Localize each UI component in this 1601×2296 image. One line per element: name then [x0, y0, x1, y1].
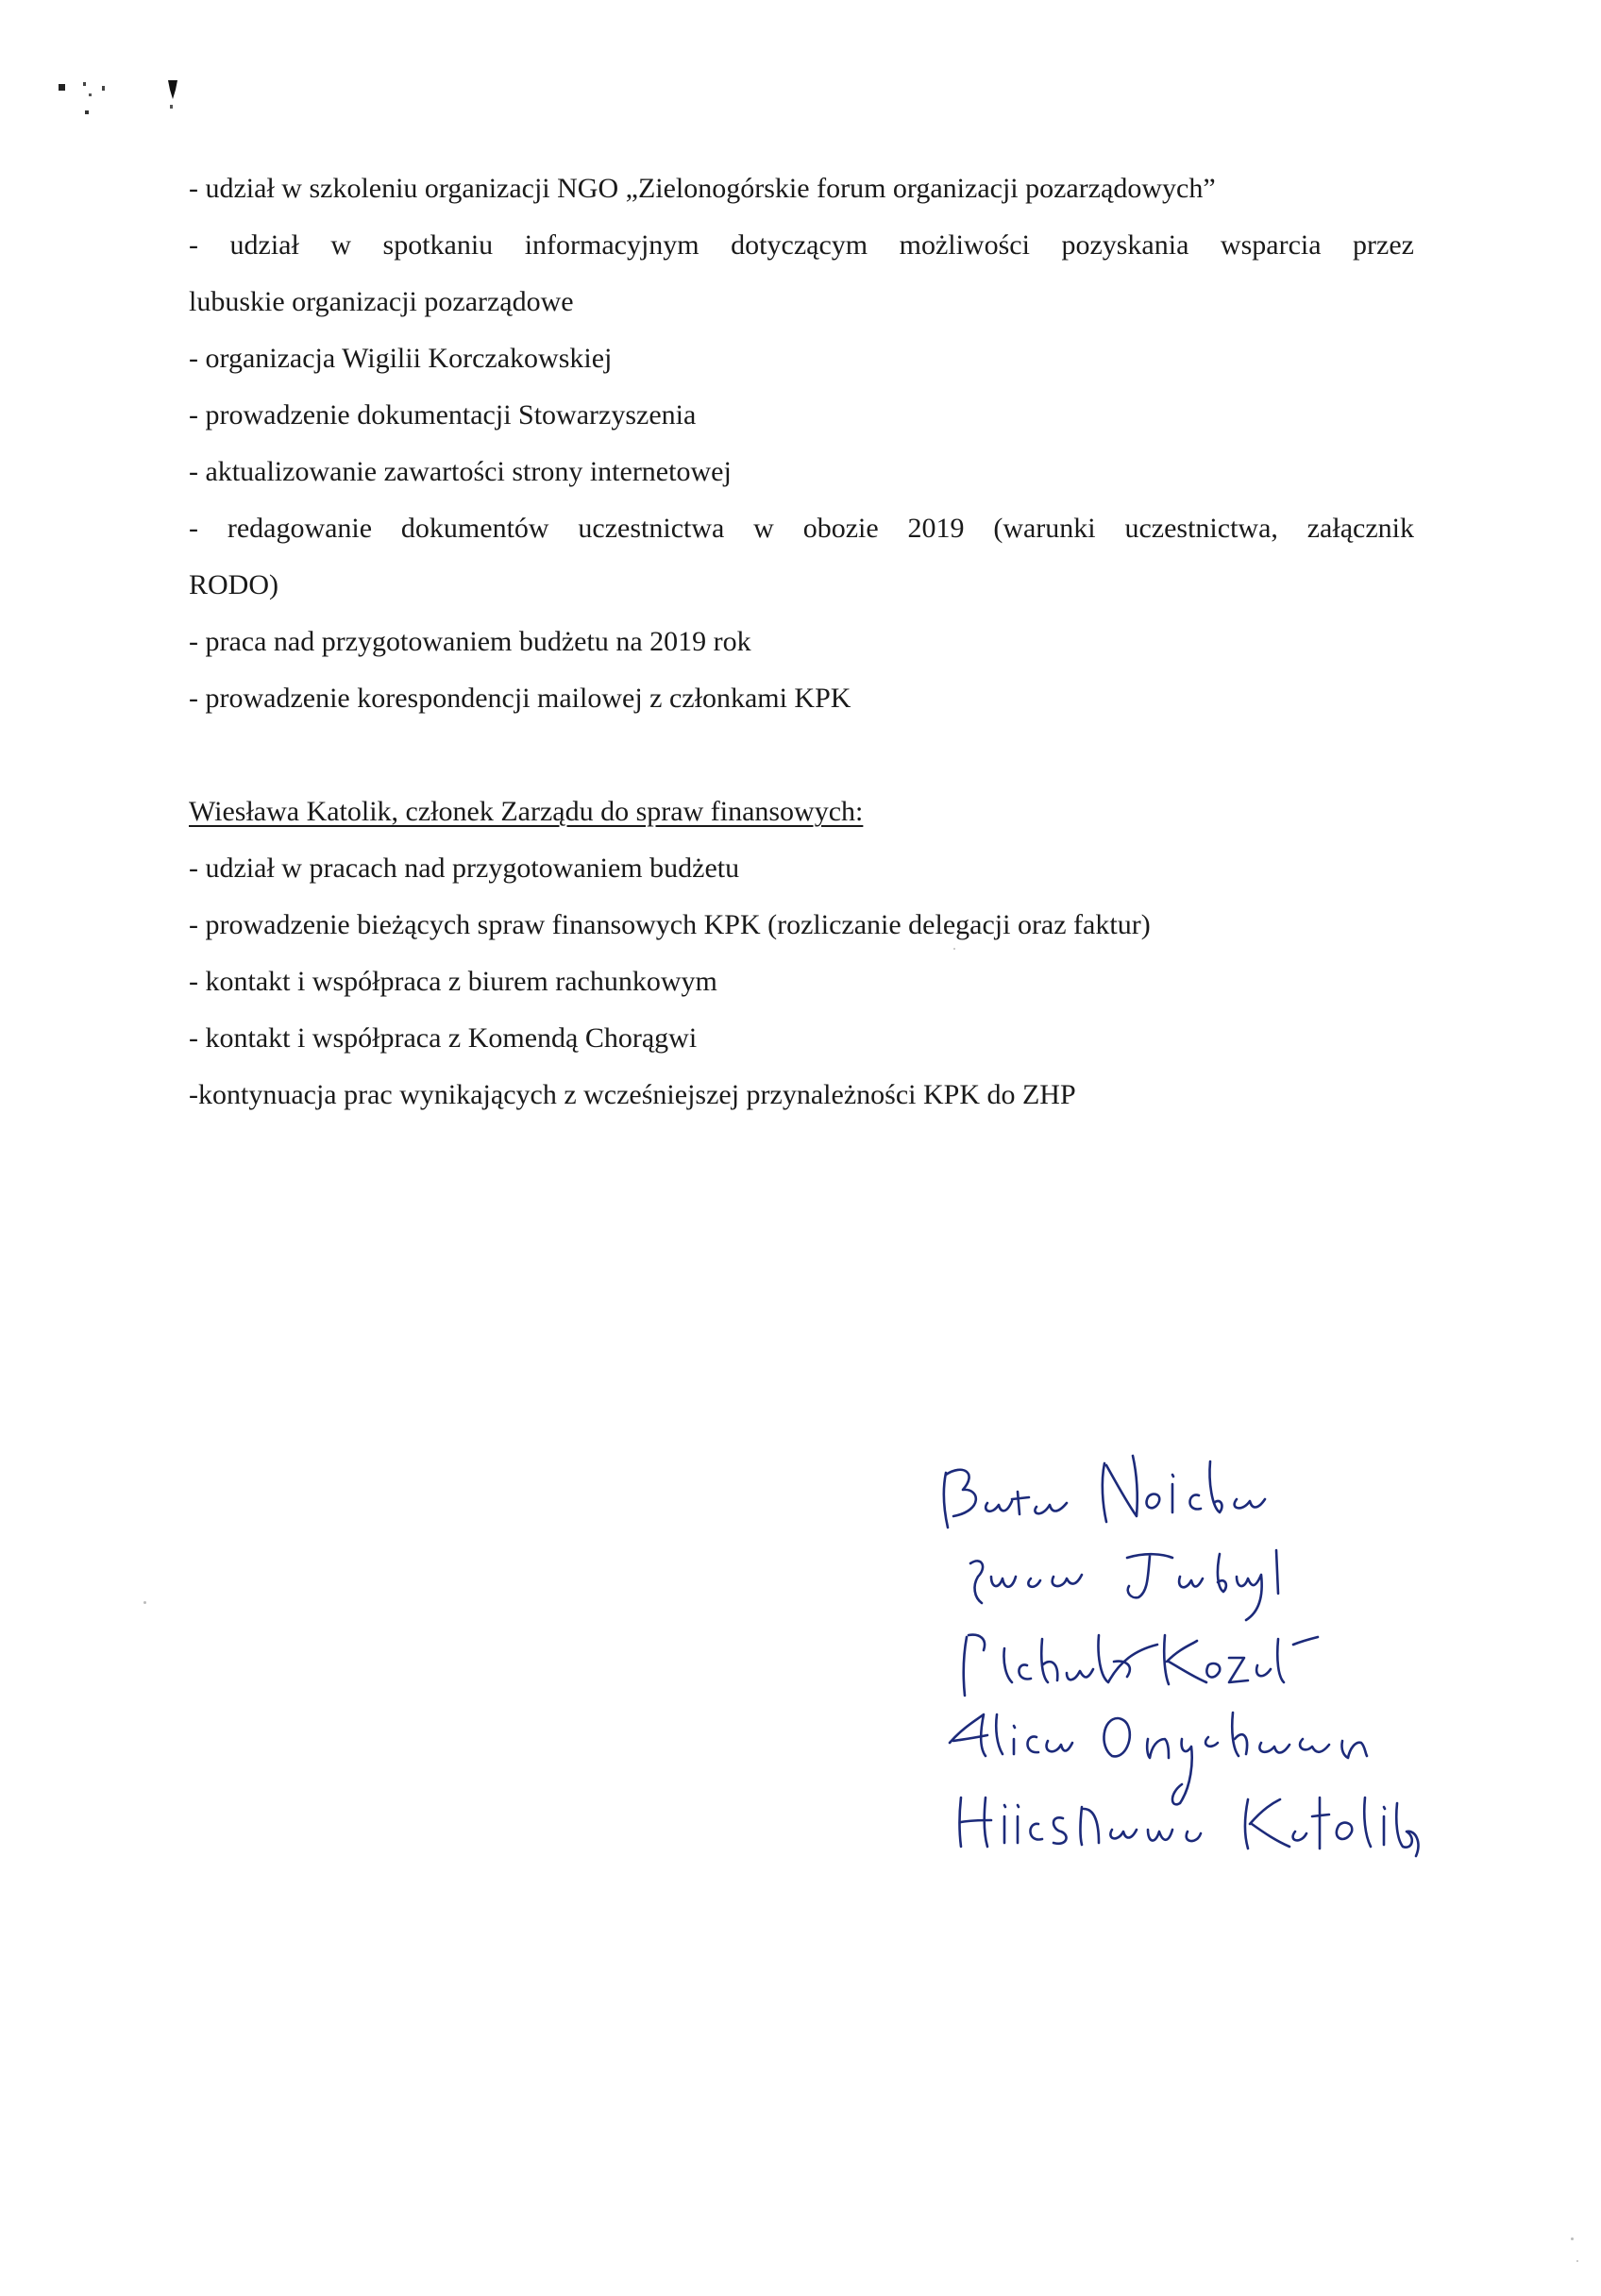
list-item: - prowadzenie korespondencji mailowej z członkami KPK: [189, 683, 851, 714]
list-item: - redagowanie dokumentów uczestnictwa w obozie 2019 (warunki uczestnictwa, załącznik: [189, 513, 1414, 544]
scan-specks: [47, 71, 198, 127]
list-item: - praca nad przygotowaniem budżetu na 2019 rok: [189, 626, 751, 657]
list-item-continuation: RODO): [189, 569, 278, 600]
list-item: - organizacja Wigilii Korczakowskiej: [189, 343, 613, 374]
document-body: [189, 160, 1414, 1123]
list-item: - aktualizowanie zawartości strony internetowej: [189, 456, 732, 487]
scan-dot: [143, 1601, 146, 1604]
signature-1: [944, 1456, 1265, 1528]
scan-dot: [953, 948, 955, 950]
list-item: - udział w szkoleniu organizacji NGO „Zielonogórskie forum organizacji pozarządowych”: [189, 173, 1216, 204]
signature-2: [970, 1550, 1278, 1620]
list-item: - prowadzenie dokumentacji Stowarzyszenia: [189, 399, 697, 430]
list-item: - kontakt i współpraca z Komendą Chorągwi: [189, 1022, 698, 1054]
scan-dot: [1571, 2237, 1574, 2240]
section-heading: Wiesława Katolik, członek Zarządu do spraw finansowych:: [189, 796, 864, 827]
scan-dot: [1576, 2260, 1578, 2262]
list-item: - prowadzenie bieżących spraw finansowych KPK (rozliczanie delegacji oraz faktur): [189, 909, 1151, 940]
list-item-continuation: lubuskie organizacji pozarządowe: [189, 286, 574, 317]
list-item: -kontynuacja prac wynikających z wcześniejszej przynależności KPK do ZHP: [189, 1079, 1076, 1110]
list-item: - kontakt i współpraca z biurem rachunkowym: [189, 966, 717, 997]
signature-3: [964, 1635, 1318, 1696]
list-item: - udział w pracach nad przygotowaniem budżetu: [189, 853, 740, 884]
list-item: - udział w spotkaniu informacyjnym dotyczącym możliwości pozyskania wsparcia przez: [189, 229, 1414, 261]
signature-5: [960, 1798, 1419, 1856]
signature-4: [950, 1713, 1367, 1804]
signatures-block: [925, 1435, 1510, 1907]
